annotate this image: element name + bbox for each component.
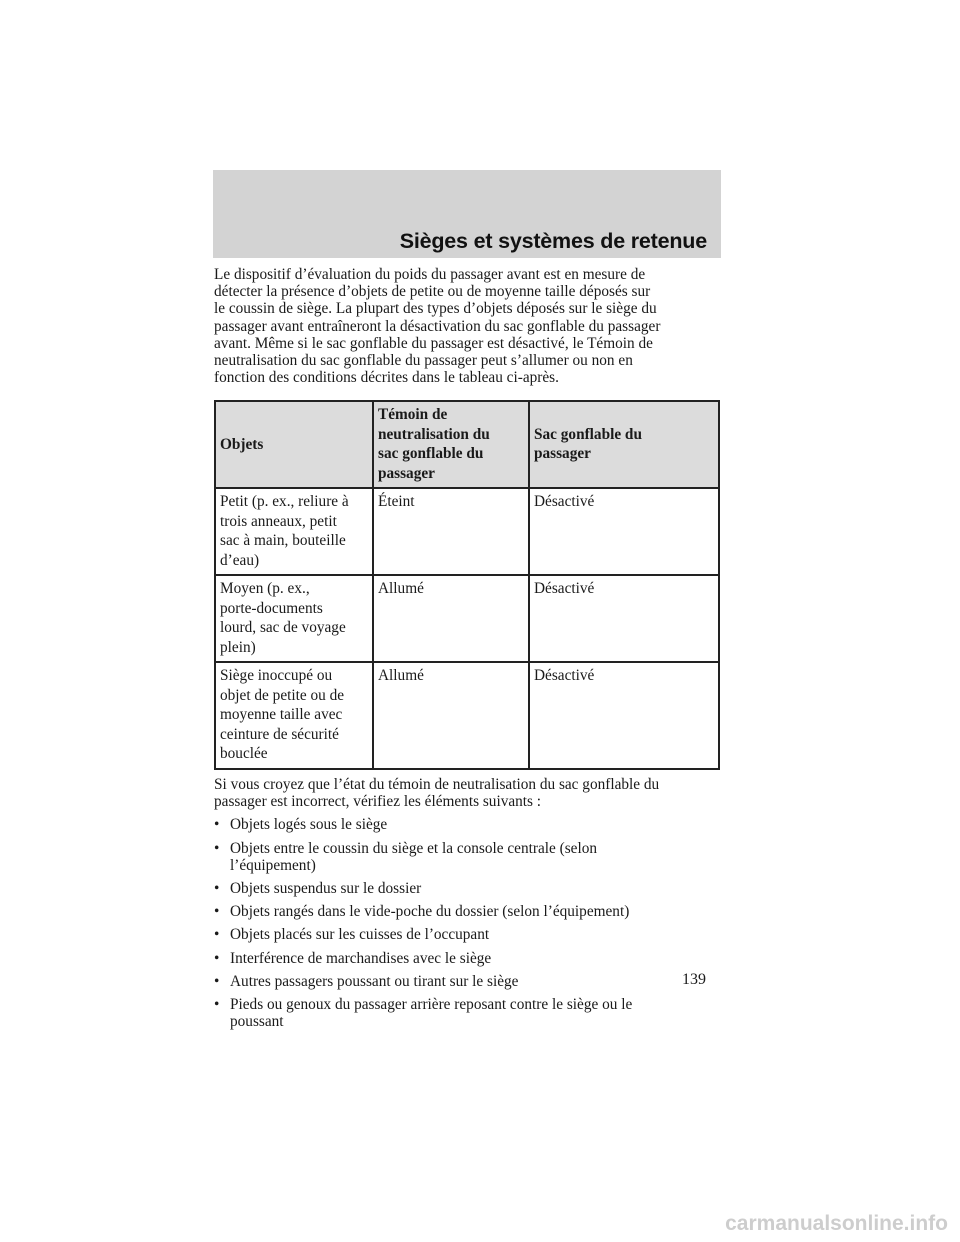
bullet-icon: • (214, 879, 220, 897)
header-sac-gonflable: Sac gonflable du passager (529, 401, 719, 488)
list-item-text: Objets suspendus sur le dossier (230, 879, 422, 897)
list-item (214, 840, 722, 874)
check-list (214, 816, 722, 1030)
list-item-text: Objets entre le coussin du siège et la console centrale (selon l’équipement) (230, 839, 597, 874)
bullet-icon: • (214, 926, 220, 944)
table-cell-indicator: Éteint (373, 488, 529, 575)
header-objets: Objets (215, 401, 373, 488)
table-cell-airbag: Désactivé (529, 662, 719, 769)
bullet-icon: • (214, 972, 220, 990)
list-item (214, 926, 722, 943)
list-item-text: Interférence de marchandises avec le siège (230, 949, 492, 967)
table-cell-indicator: Allumé (373, 662, 529, 769)
list-item (214, 950, 722, 967)
bullet-icon: • (214, 903, 220, 921)
list-item-text: Pieds ou genoux du passager arrière reposant contre le siège ou le poussant (230, 995, 633, 1031)
list-item (214, 816, 722, 833)
table-cell-indicator: Allumé (373, 575, 529, 662)
table-cell-object: Siège inoccupé ou objet de petite ou de moyenne taille avec ceinture de sécurité bouclée (215, 662, 373, 769)
list-item (214, 996, 722, 1030)
intro-paragraph: Le dispositif d’évaluation du poids du passager avant est en mesure de détecter la présence d’objets de petite ou de moyenne taille déposés sur le coussin de siège. La plupart des types d’objets déposés sur le siège du passager avant entraîneront la désactivation du sac gonflable du passager avant. Même si le sac gonflable du passager est désactivé, le Témoin de neutralisation du sac gonflable du passager peut s’allumer ou non en fonction des conditions décrites dans le tableau ci-après. (214, 266, 661, 387)
page-number: 139 (682, 971, 706, 988)
list-item (214, 973, 722, 990)
list-item (214, 903, 722, 920)
header-temoin: Témoin de neutralisation du sac gonflable du passager (373, 401, 529, 488)
list-item-text: Autres passagers poussant ou tirant sur le siège (230, 972, 519, 990)
list-item (214, 880, 722, 897)
bullet-icon: • (214, 839, 220, 857)
list-item-text: Objets rangés dans le vide-poche du dossier (selon l’équipement) (230, 903, 630, 921)
bullet-icon: • (214, 995, 220, 1013)
section-header-band (213, 170, 721, 258)
table-cell-airbag: Désactivé (529, 575, 719, 662)
table-row (215, 488, 719, 575)
table-row (215, 575, 719, 662)
table-row (215, 662, 719, 769)
objects-table (214, 400, 720, 770)
table-cell-object: Petit (p. ex., reliure à trois anneaux, petit sac à main, bouteille d’eau) (215, 488, 373, 575)
section-title: Sièges et systèmes de retenue (399, 229, 707, 253)
page-content (214, 266, 722, 1036)
list-item-text: Objets logés sous le siège (230, 816, 388, 834)
table-header-row (215, 401, 719, 488)
watermark-text: carmanualsonline.info (725, 1212, 948, 1235)
table-cell-object: Moyen (p. ex., porte-documents lourd, sac de voyage plein) (215, 575, 373, 662)
bullet-icon: • (214, 816, 220, 834)
check-paragraph: Si vous croyez que l’état du témoin de neutralisation du sac gonflable du passager est incorrect, vérifiez les éléments suivants : (214, 775, 660, 811)
list-item-text: Objets placés sur les cuisses de l’occupant (230, 926, 490, 944)
table-cell-airbag: Désactivé (529, 488, 719, 575)
bullet-icon: • (214, 949, 220, 967)
